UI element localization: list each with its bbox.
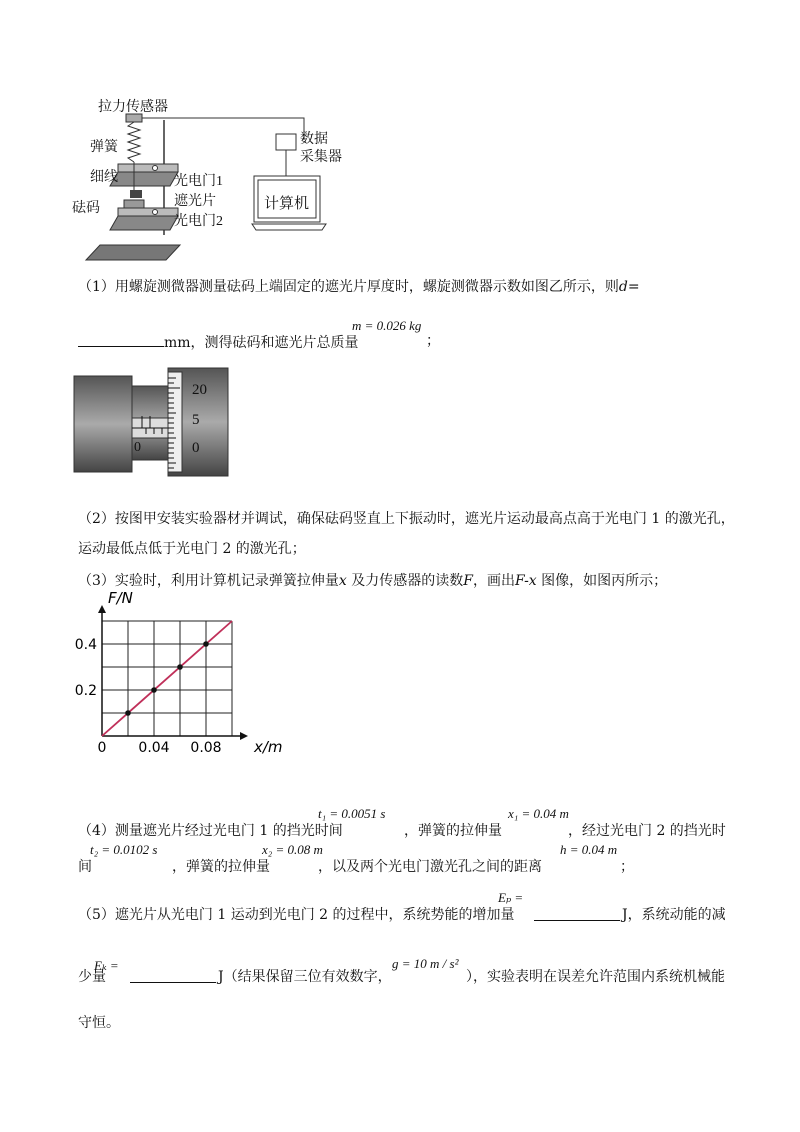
shade-label: 遮光片 (174, 194, 216, 209)
q2-line1: （2）按图甲安装实验器材并调试，确保砝码竖直上下振动时，遮光片运动最高点高于光电门 1 的激光孔， (78, 511, 735, 527)
micrometer-figure (72, 366, 232, 478)
photogate-2 (110, 216, 178, 230)
y-tick-label: 0.2 (74, 683, 97, 699)
y-axis-arrow (98, 605, 106, 613)
x1-formula: x₁ = 0.04 m (508, 806, 569, 821)
mass-formula: m = 0.026 kg (352, 318, 422, 333)
fx-chart (64, 592, 284, 760)
q5-text-f: 守恒。 (78, 1015, 120, 1031)
answer-blank-Ek[interactable] (130, 968, 216, 987)
x2-formula: x₂ = 0.08 m (262, 842, 323, 857)
x-tick-label: 0 (97, 740, 107, 756)
answer-blank-d[interactable] (78, 332, 164, 347)
spring (128, 122, 140, 162)
q1-line2: mm，测得砝码和遮光片总质量 (78, 332, 359, 352)
q4-semicolon: ； (620, 859, 634, 875)
h-formula: h = 0.04 m (560, 842, 618, 857)
thimble-label-0: 0 (192, 440, 200, 456)
q4-text-b: ，弹簧的拉伸量 (404, 823, 502, 839)
data-point (151, 687, 157, 693)
thimble-label-20: 20 (192, 382, 207, 398)
data-point (203, 641, 209, 647)
answer-blank-Ep[interactable] (534, 906, 620, 925)
q4-text-f: ，以及两个光电门激光孔之间的距离 (318, 859, 542, 875)
micrometer-main-zero: 0 (134, 440, 141, 455)
sensor-label: 拉力传感器 (98, 100, 168, 115)
q5-text-c: 少量 (78, 969, 106, 985)
x-axis-label: x/m (254, 738, 283, 756)
q1-semicolon: ； (426, 333, 440, 349)
frame (74, 376, 132, 472)
y-tick-label: 0.4 (74, 637, 97, 653)
collector-label-1: 数据 (300, 132, 328, 147)
q4-text-e: ，弹簧的拉伸量 (172, 859, 270, 875)
gate2-label: 光电门2 (174, 214, 223, 229)
computer-label: 计算机 (264, 196, 310, 212)
series-line-0 (102, 621, 232, 736)
q1-line1: （1）用螺旋测微器测量砝码上端固定的遮光片厚度时，螺旋测微器示数如图乙所示，则d= (78, 279, 640, 295)
q5-text-b: J，系统动能的减 (622, 907, 726, 923)
data-collector (276, 134, 296, 150)
x-tick-label: 0.08 (190, 740, 222, 756)
Ep-formula: Eₚ = (498, 890, 524, 905)
q4-text-c: ，经过光电门 2 的挡光时 (568, 823, 726, 839)
x-tick-label: 0.04 (138, 740, 170, 756)
x-axis-arrow (240, 732, 248, 740)
t2-formula: t₂ = 0.0102 s (90, 842, 158, 857)
data-point (125, 710, 131, 716)
base (86, 245, 180, 260)
q5-text-e: ），实验表明在误差允许范围内系统机械能 (466, 969, 725, 985)
weight-label: 砝码 (72, 201, 100, 216)
q4-text-d: 间 (78, 859, 92, 875)
q4-text-a: （4）测量遮光片经过光电门 1 的挡光时间 (78, 823, 343, 839)
g-formula: g = 10 m / s² (392, 956, 459, 971)
Ek-formula: Eₖ = (94, 958, 119, 973)
spring-label: 弹簧 (90, 140, 118, 155)
data-point (177, 664, 183, 670)
t1-formula: t₁ = 0.0051 s (318, 806, 386, 821)
y-axis-label: F/N (108, 592, 133, 607)
q2-line2: 运动最低点低于光电门 2 的激光孔； (78, 541, 306, 557)
photogate-1 (110, 172, 178, 186)
thimble-label-5: 5 (192, 412, 200, 428)
q5-text-a: （5）遮光片从光电门 1 运动到光电门 2 的过程中，系统势能的增加量 (78, 907, 515, 923)
q5-text-d: J（结果保留三位有效数字， (218, 969, 392, 985)
gate1-label: 光电门1 (174, 174, 223, 189)
q3-line: （3）实验时，利用计算机记录弹簧拉伸量x 及力传感器的读数F，画出F-x 图像，如图丙所示； (78, 573, 668, 589)
wire-label: 细线 (90, 170, 118, 185)
collector-label-2: 采集器 (300, 150, 342, 165)
